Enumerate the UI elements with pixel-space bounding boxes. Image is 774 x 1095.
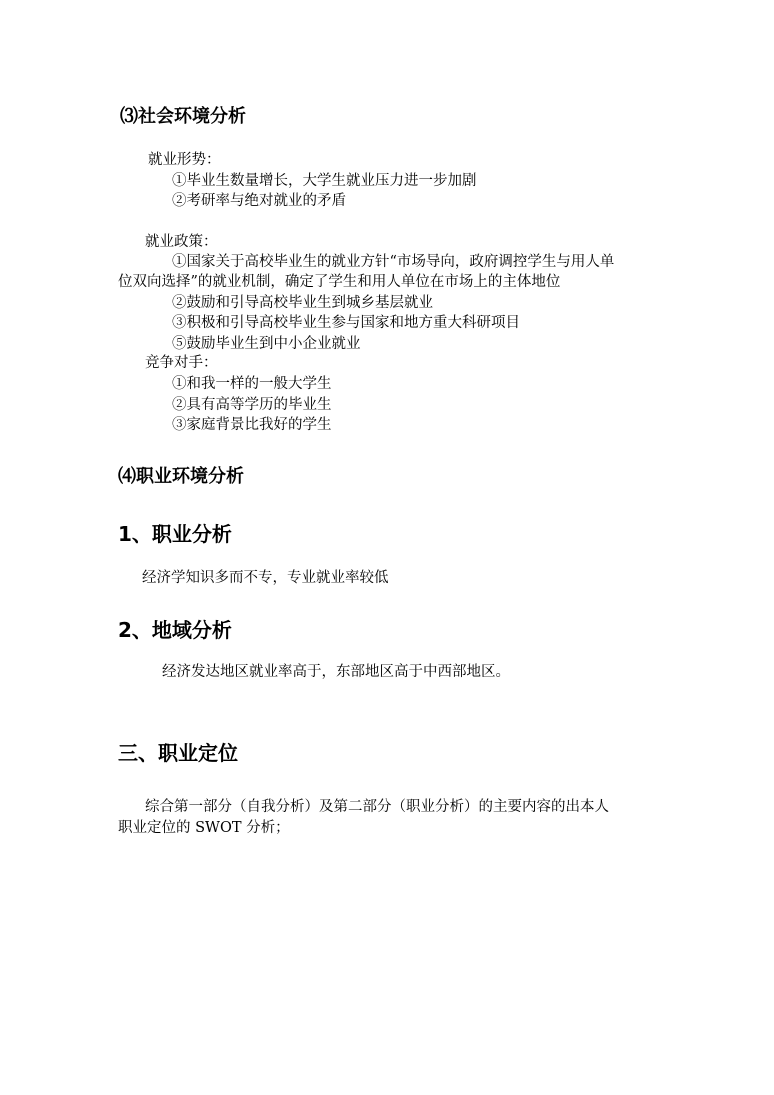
list-item: ②具有高等学历的毕业生: [172, 397, 332, 413]
region-analysis-heading: 2、地域分析: [118, 618, 232, 642]
list-item-continuation: 位双向选择”的就业机制，确定了学生和用人单位在市场上的主体地位: [118, 274, 561, 290]
career-positioning-heading: 三、职业定位: [118, 741, 238, 765]
employment-policy-label: 就业政策：: [145, 234, 218, 250]
social-environment-heading: ⑶社会环境分析: [120, 106, 246, 127]
occupation-analysis-heading: 1、职业分析: [118, 522, 232, 546]
career-environment-heading: ⑷职业环境分析: [118, 466, 244, 487]
employment-situation-label: 就业形势：: [148, 152, 221, 168]
list-item: ①国家关于高校毕业生的就业方针“市场导向，政府调控学生与用人单: [172, 254, 615, 270]
positioning-paragraph-line: 职业定位的 SWOT 分析；: [118, 820, 290, 836]
list-item: ⑤鼓励毕业生到中小企业就业: [172, 336, 361, 352]
list-item: ①毕业生数量增长，大学生就业压力进一步加剧: [172, 173, 477, 189]
occupation-analysis-text: 经济学知识多而不专，专业就业率较低: [142, 570, 389, 586]
region-analysis-text: 经济发达地区就业率高于，东部地区高于中西部地区。: [162, 664, 510, 680]
list-item: ②鼓励和引导高校毕业生到城乡基层就业: [172, 295, 433, 311]
list-item: ②考研率与绝对就业的矛盾: [172, 193, 346, 209]
positioning-paragraph-line: 综合第一部分（自我分析）及第二部分（职业分析）的主要内容的出本人: [145, 799, 609, 815]
list-item: ①和我一样的一般大学生: [172, 376, 332, 392]
competitors-label: 竞争对手：: [145, 355, 218, 371]
list-item: ③积极和引导高校毕业生参与国家和地方重大科研项目: [172, 315, 520, 331]
list-item: ③家庭背景比我好的学生: [172, 417, 332, 433]
